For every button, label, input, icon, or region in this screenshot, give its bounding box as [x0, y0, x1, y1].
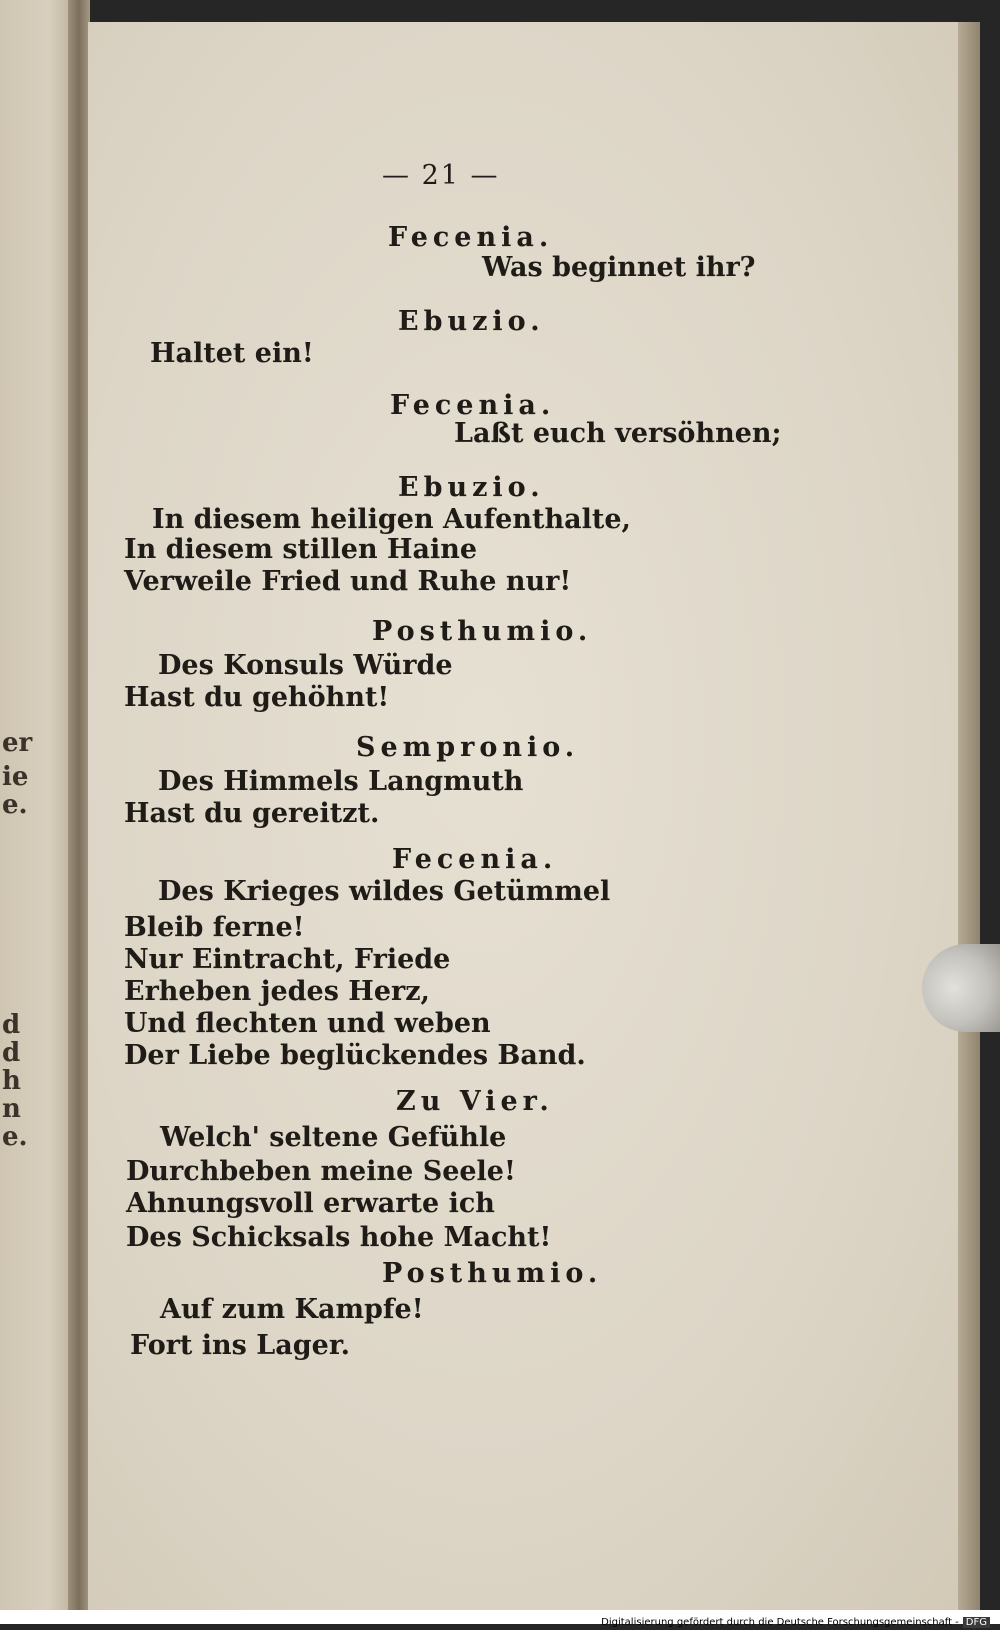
facing-page-fragment: ie: [2, 762, 29, 792]
speaker-name: Fecenia.: [388, 222, 554, 253]
footer-credit: [0, 1610, 1000, 1628]
verse-line: Des Himmels Langmuth: [158, 766, 524, 797]
facing-page-fragment: h: [2, 1066, 21, 1096]
footer-text: Digitalisierung gefördert durch die Deutsche Forschungsgemeinschaft -: [601, 1617, 959, 1628]
book-gutter: [68, 0, 90, 1610]
verse-line: Erheben jedes Herz,: [124, 976, 430, 1007]
verse-line: Haltet ein!: [150, 338, 314, 369]
verse-line: Des Schicksals hohe Macht!: [126, 1222, 552, 1253]
facing-page-fragment: er: [2, 728, 33, 758]
verse-line: Fort ins Lager.: [130, 1330, 350, 1361]
speaker-name: Ebuzio.: [398, 306, 545, 337]
verse-line: Was beginnet ihr?: [482, 252, 756, 283]
speaker-name: Fecenia.: [392, 844, 558, 875]
speaker-name: Fecenia.: [390, 390, 556, 421]
speaker-name: Posthumio.: [382, 1258, 603, 1289]
speaker-name: Zu Vier.: [396, 1086, 554, 1117]
verse-line: Durchbeben meine Seele!: [126, 1156, 516, 1187]
dfg-logo: DFG: [963, 1617, 990, 1628]
verse-line: Laßt euch versöhnen;: [454, 418, 782, 449]
verse-line: Bleib ferne!: [124, 912, 305, 943]
page-edge: [958, 22, 980, 1610]
verse-line: Ahnungsvoll erwarte ich: [126, 1188, 495, 1219]
verse-line: Hast du gehöhnt!: [124, 682, 390, 713]
verse-line: Des Konsuls Würde: [158, 650, 453, 681]
verse-line: Hast du gereitzt.: [124, 798, 380, 829]
speaker-name: Ebuzio.: [398, 472, 545, 503]
speaker-name: Posthumio.: [372, 616, 593, 647]
facing-page-fragment: d: [2, 1010, 21, 1040]
verse-line: Nur Eintracht, Friede: [124, 944, 451, 975]
verse-line: In diesem stillen Haine: [124, 534, 478, 565]
verse-line: Auf zum Kampfe!: [160, 1294, 424, 1325]
facing-page-fragment: e.: [2, 790, 28, 820]
facing-page-fragment: n: [2, 1094, 21, 1124]
page-turn-tab[interactable]: [922, 944, 1000, 1032]
verse-line: In diesem heiligen Aufenthalte,: [152, 504, 631, 535]
verse-line: Welch' seltene Gefühle: [160, 1122, 507, 1153]
verse-line: Des Krieges wildes Getümmel: [158, 876, 611, 907]
verse-line: Und flechten und weben: [124, 1008, 491, 1039]
speaker-name: Sempronio.: [356, 732, 580, 763]
page-number: — 21 —: [382, 160, 500, 191]
verse-line: Der Liebe beglückendes Band.: [124, 1040, 586, 1071]
verse-line: Verweile Fried und Ruhe nur!: [124, 566, 572, 597]
facing-page-fragment: e.: [2, 1122, 28, 1152]
facing-page-fragment: d: [2, 1038, 21, 1068]
